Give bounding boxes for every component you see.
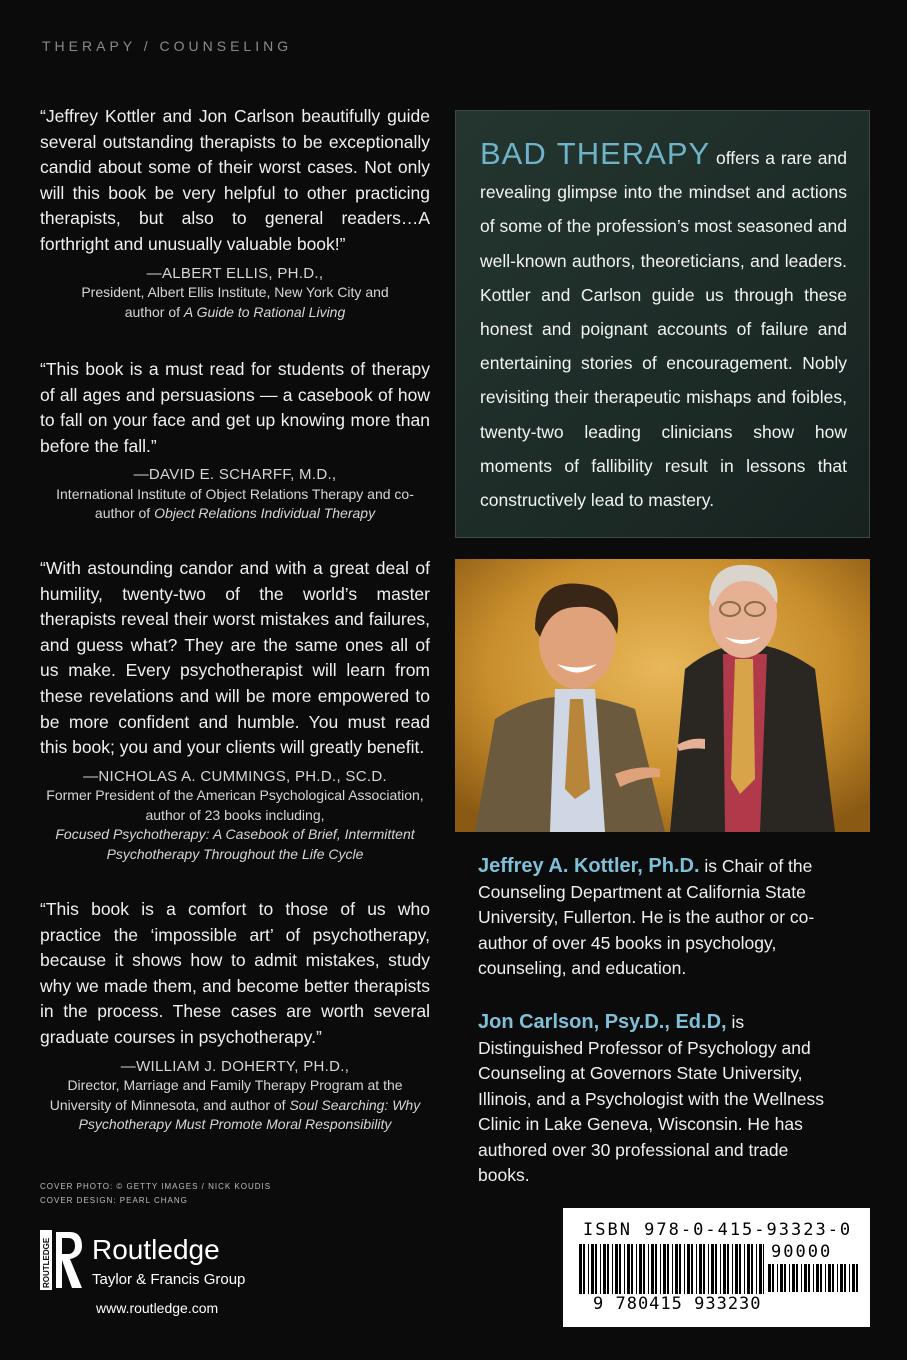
book-description-box xyxy=(455,110,870,538)
author-bio-kottler: Jeffrey A. Kottler, Ph.D. is Chair of the Counseling Department at California State University, Fullerton. He is the author or co-author of over 45 books in psychology, counseling, and education. xyxy=(478,855,815,978)
publisher-url[interactable]: www.routledge.com xyxy=(96,1300,219,1316)
quote-attribution xyxy=(40,1057,430,1135)
quote-text: “Jeffrey Kottler and Jon Carlson beautifully guide several outstanding therapists to be exceptionally candid about some of their worst cases. Not only will this book be very helpful to other practicing therapists, but also to general readers…A forthright and unusually valuable book!” xyxy=(40,106,430,254)
reviewer-name: —WILLIAM J. DOHERTY, PH.D., xyxy=(120,1057,350,1075)
photo-credit: COVER PHOTO: © GETTY IMAGES / NICK KOUDIS xyxy=(40,1182,272,1191)
category-label: THERAPY / COUNSELING xyxy=(42,38,293,54)
routledge-logo-icon xyxy=(40,1230,84,1290)
reviewer-affiliation: author of Object Relations Individual Therapy xyxy=(94,505,376,522)
reviewer-affiliation: Focused Psychotherapy: A Casebook of Brief, Intermittent Psychotherapy Throughout the Life Cycle xyxy=(55,826,415,862)
authors-photo xyxy=(455,559,870,832)
design-credit: COVER DESIGN: PEARL CHANG xyxy=(40,1196,188,1205)
reviewer-name: —ALBERT ELLIS, PH.D., xyxy=(146,264,324,282)
isbn-text: ISBN 978-0-415-93323-0 xyxy=(583,1220,853,1240)
svg-text:ROUTLEDGE: ROUTLEDGE xyxy=(42,1237,51,1288)
reviewer-affiliation: author of 23 books including, xyxy=(145,806,325,823)
author-name: Jeffrey A. Kottler, Ph.D. xyxy=(478,855,700,877)
barcode-bars xyxy=(579,1244,764,1296)
review-quote-2 xyxy=(40,357,430,524)
quote-text: “This book is a must read for students of therapy of all ages and persuasions — a casebook of how to fall on your face and get up knowing more than before the fall.” xyxy=(40,359,430,456)
review-quote-3 xyxy=(40,556,430,864)
authors-photo-image xyxy=(455,559,870,832)
reviewer-name: —NICHOLAS A. CUMMINGS, PH.D., SC.D. xyxy=(83,767,387,785)
isbn-barcode xyxy=(563,1208,870,1327)
quote-attribution xyxy=(40,465,430,524)
quote-attribution xyxy=(40,264,430,323)
book-description: BAD THERAPY offers a rare and revealing glimpse into the mindset and actions of some of the profession’s most seasoned and well-known authors, theoreticians, and leaders. Kottler and Carlson guide us through these honest and poignant accounts of failure and entertaining stories of encouragement. Nobly revisiting their therapeutic mishaps and foibles, twenty-two leading clinicians show how moments of fallibility result in lessons that constructively lead to mastery. xyxy=(480,136,848,511)
reviewer-affiliation: University of Minnesota, and author of Soul Searching: Why Psychotherapy Must Promote Moral Responsibility xyxy=(49,1096,421,1133)
quote-text: “This book is a comfort to those of us who practice the ‘impossible art’ of psychotherapy, because it shows how to admit mistakes, study why we made them, and become better therapists in the process. These cases are worth several graduate courses in psychotherapy.” xyxy=(40,899,430,1047)
quote-text: “With astounding candor and with a great deal of humility, twenty-two of the world’s master therapists reveal their worst mistakes and failures, and guess what? They are the same ones all of us make. Every psychotherapist will learn from these revelations and will be more empowered to be more confident and humble. You must read this book; you and your clients will greatly benefit. xyxy=(40,558,430,758)
publisher-group: Taylor & Francis Group xyxy=(92,1271,246,1288)
review-quote-1 xyxy=(40,104,430,322)
book-title: BAD THERAPY xyxy=(480,136,711,171)
reviewer-affiliation: Former President of the American Psychological Association, xyxy=(46,787,424,804)
reviewer-affiliation: Director, Marriage and Family Therapy Program at the xyxy=(67,1077,403,1094)
reviewer-affiliation: President, Albert Ellis Institute, New York City and xyxy=(81,284,389,301)
reviewer-affiliation: International Institute of Object Relations Therapy and co- xyxy=(56,485,414,502)
reviewer-name: —DAVID E. SCHARFF, M.D., xyxy=(133,466,337,484)
addon-barcode-bars xyxy=(768,1264,858,1314)
price-code: 90000 xyxy=(771,1242,833,1262)
review-quote-4 xyxy=(40,897,430,1135)
cover-credits xyxy=(40,1180,271,1208)
reviewer-affiliation: author of A Guide to Rational Living xyxy=(124,303,346,320)
quote-attribution xyxy=(40,767,430,865)
author-bio-carlson: Jon Carlson, Psy.D., Ed.D, is Distinguished Professor of Psychology and Counseling at Governors State University, Illinois, and a Psychologist with the Wellness Clinic in Lake Geneva, Wisconsin. He has authored over 30 professional and trade books. xyxy=(478,1011,824,1185)
publisher-name: Routledge xyxy=(92,1234,220,1265)
author-name: Jon Carlson, Psy.D., Ed.D, xyxy=(478,1011,727,1033)
barcode-number: 9 780415 933230 xyxy=(593,1294,762,1314)
